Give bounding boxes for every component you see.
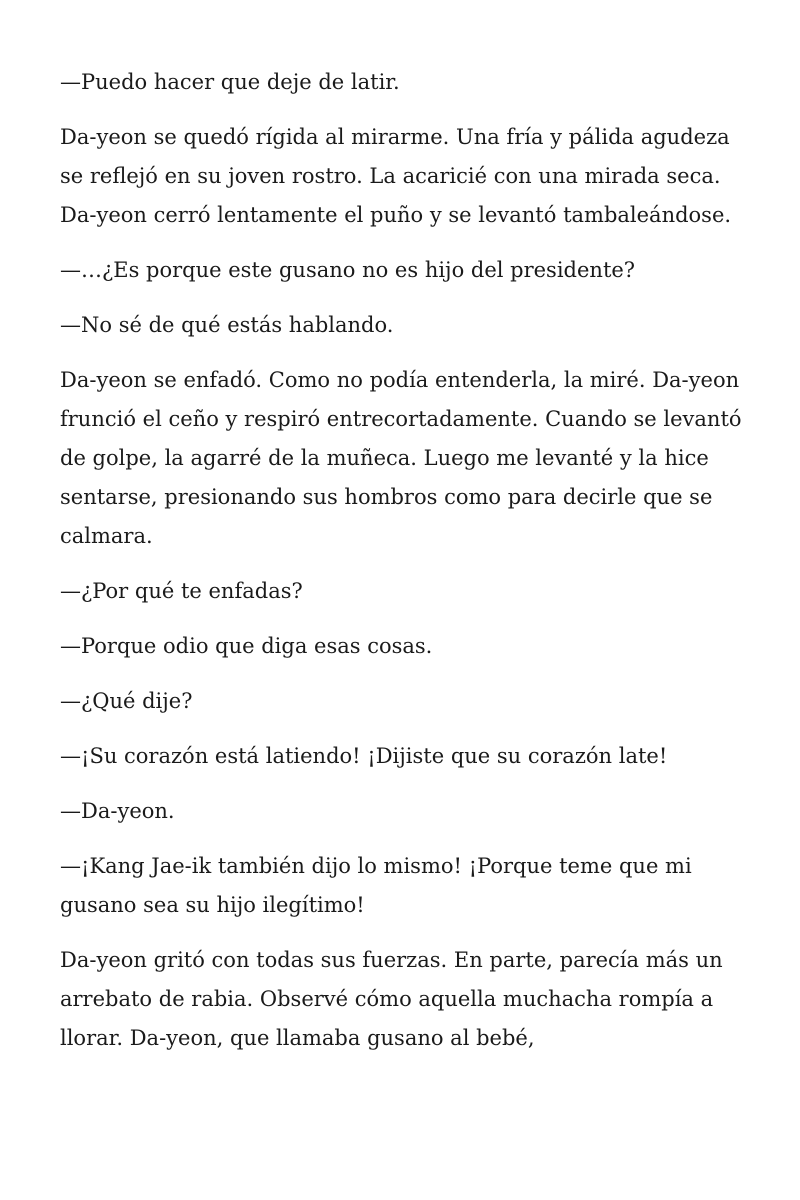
paragraph: —Puedo hacer que deje de latir. [60, 70, 400, 94]
paragraph: —¡Su corazón está latiendo! ¡Dijiste que su corazón late! [60, 744, 668, 768]
paragraph: Da-yeon gritó con todas sus fuerzas. En parte, parecía más un arrebato de rabia. Observé cómo aquella muchacha rompía a llorar. Da-yeon, que llamaba gusano al bebé, [60, 948, 723, 1050]
paragraph: —Porque odio que diga esas cosas. [60, 634, 433, 658]
paragraph: —No sé de qué estás hablando. [60, 313, 394, 337]
paragraph: —¿Qué dije? [60, 689, 193, 713]
paragraph: —¿Por qué te enfadas? [60, 579, 303, 603]
paragraph: —¡Kang Jae-ik también dijo lo mismo! ¡Porque teme que mi gusano sea su hijo ilegítimo! [60, 854, 692, 917]
paragraph: —Da-yeon. [60, 799, 175, 823]
paragraph: Da-yeon se quedó rígida al mirarme. Una fría y pálida agudeza se reflejó en su joven rostro. La acaricié con una mirada seca. Da-yeon cerró lentamente el puño y se levantó tambaleándose. [60, 125, 732, 227]
paragraph: —…¿Es porque este gusano no es hijo del presidente? [60, 258, 636, 282]
document-page [60, 63, 750, 1074]
paragraph: Da-yeon se enfadó. Como no podía entenderla, la miré. Da-yeon frunció el ceño y respiró entrecortadamente. Cuando se levantó de golpe, la agarré de la muñeca. Luego me levanté y la hice sentarse, presionando sus hombros como para decirle que se calmara. [60, 368, 742, 548]
